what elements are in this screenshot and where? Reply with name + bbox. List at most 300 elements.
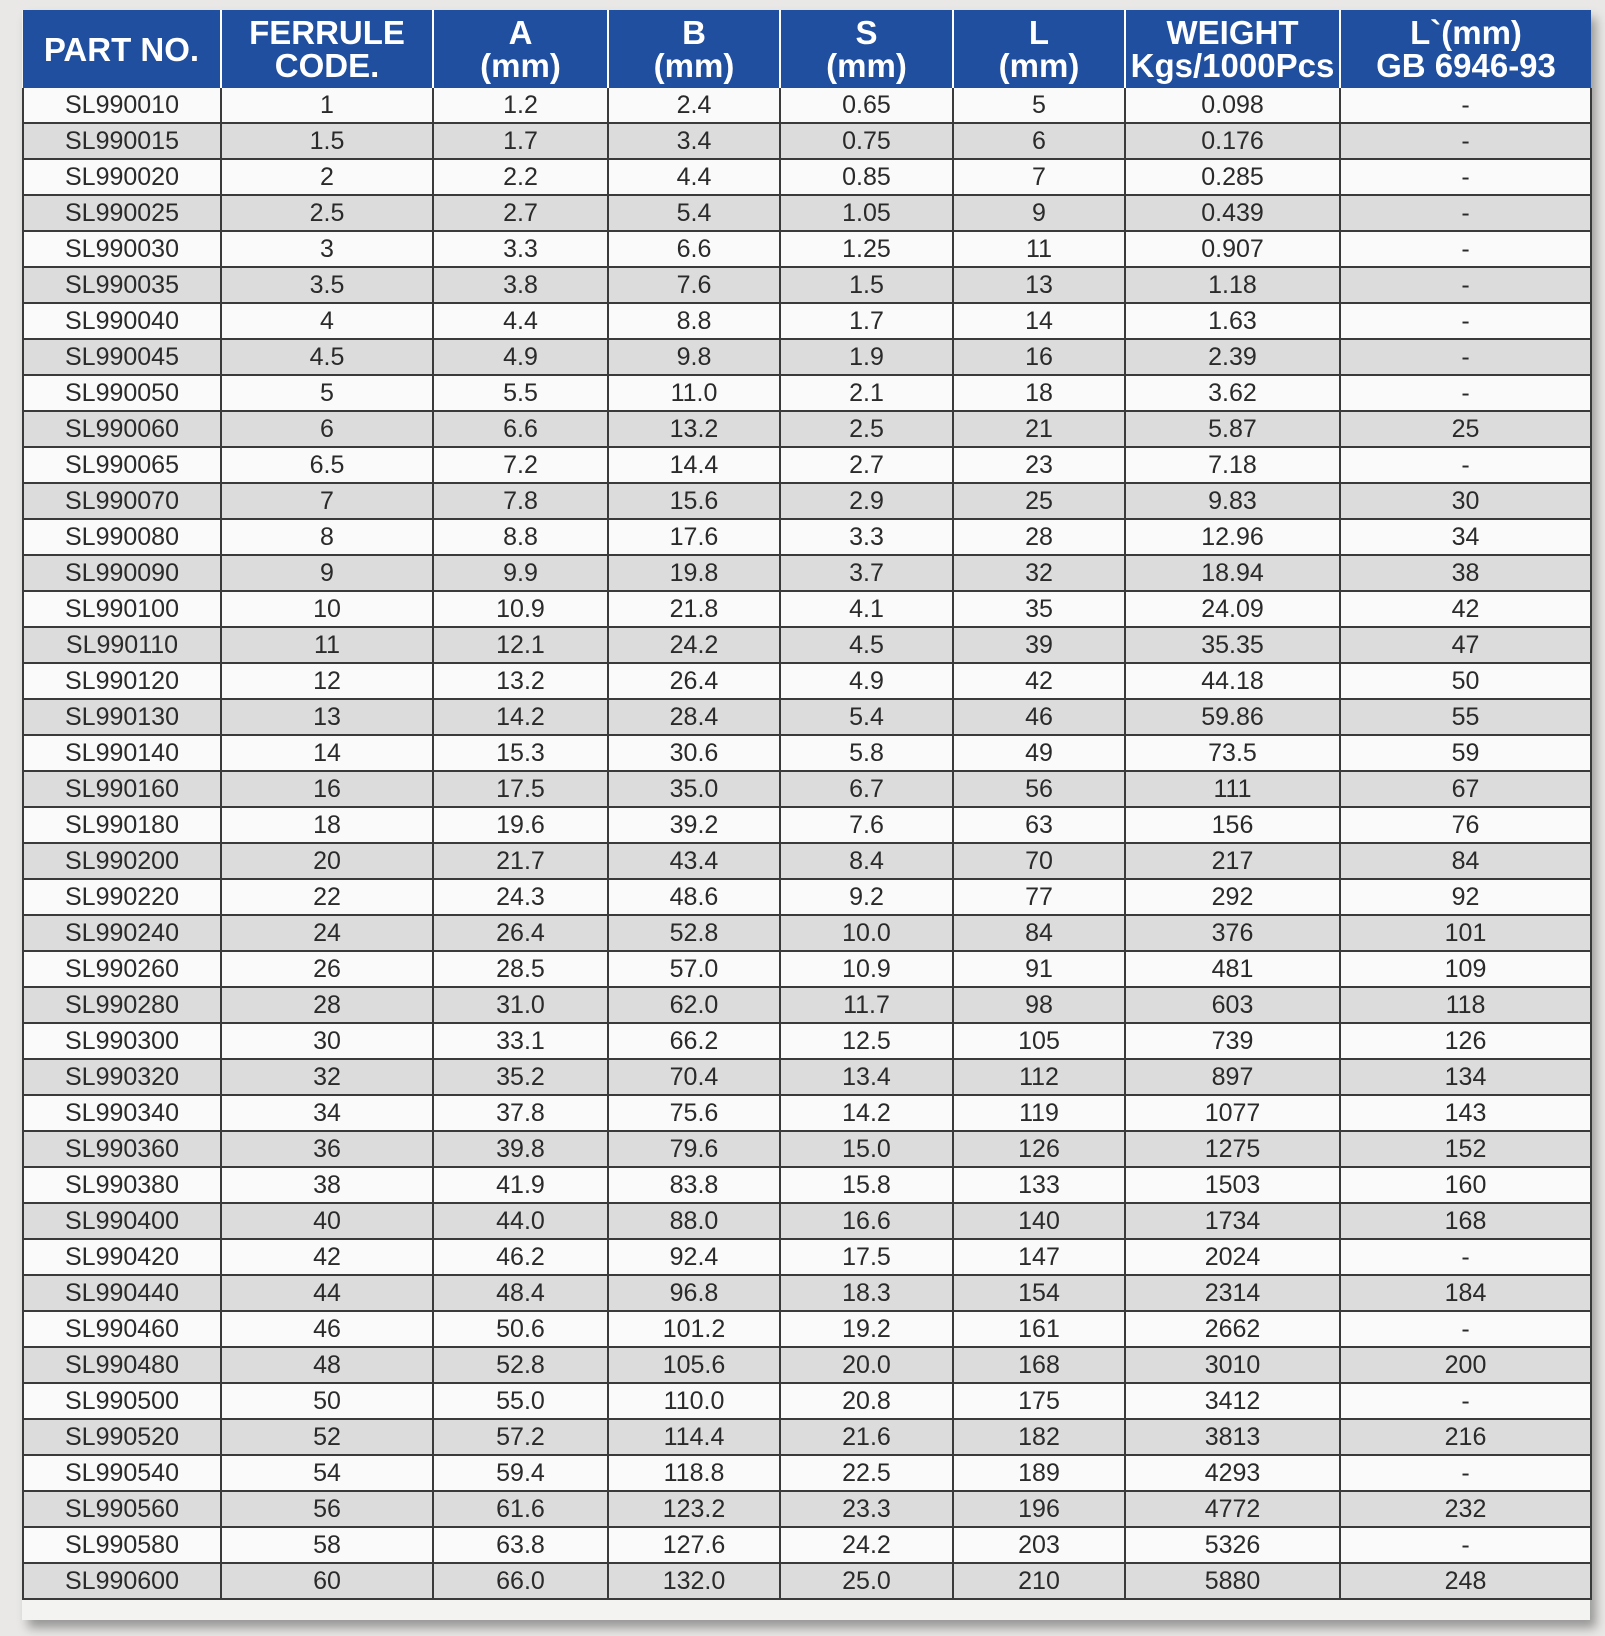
ferrule-code-cell: 1.5 [221,123,433,159]
table-row [23,1095,1591,1131]
l-cell: 84 [953,915,1125,951]
part-no-cell: SL990100 [23,591,221,627]
ferrule-code-cell: 50 [221,1383,433,1419]
l-prime-cell: 55 [1340,699,1591,735]
part-no-cell: SL990045 [23,339,221,375]
s-cell: 4.9 [780,663,953,699]
s-cell: 15.8 [780,1167,953,1203]
table-row [23,1023,1591,1059]
b-cell: 62.0 [608,987,780,1023]
table-row [23,1563,1591,1599]
weight-cell: 2314 [1125,1275,1340,1311]
weight-cell: 292 [1125,879,1340,915]
part-no-cell: SL990070 [23,483,221,519]
l-cell: 189 [953,1455,1125,1491]
table-row [23,843,1591,879]
b-cell: 123.2 [608,1491,780,1527]
s-cell: 5.8 [780,735,953,771]
l-prime-cell: - [1340,195,1591,231]
ferrule-code-cell: 52 [221,1419,433,1455]
part-no-cell: SL990560 [23,1491,221,1527]
part-no-cell: SL990580 [23,1527,221,1563]
weight-cell: 1077 [1125,1095,1340,1131]
l-cell: 11 [953,231,1125,267]
l-cell: 23 [953,447,1125,483]
l-cell: 46 [953,699,1125,735]
a-cell: 55.0 [433,1383,608,1419]
weight-cell: 111 [1125,771,1340,807]
s-cell: 5.4 [780,699,953,735]
ferrule-code-cell: 24 [221,915,433,951]
s-cell: 0.75 [780,123,953,159]
a-cell: 28.5 [433,951,608,987]
s-cell: 18.3 [780,1275,953,1311]
ferrule-code-cell: 13 [221,699,433,735]
weight-cell: 0.098 [1125,88,1340,123]
s-cell: 21.6 [780,1419,953,1455]
l-cell: 126 [953,1131,1125,1167]
l-prime-cell: 143 [1340,1095,1591,1131]
part-no-cell: SL990180 [23,807,221,843]
l-prime-cell: 34 [1340,519,1591,555]
b-cell: 70.4 [608,1059,780,1095]
ferrule-code-cell: 12 [221,663,433,699]
l-prime-cell: 59 [1340,735,1591,771]
table-row [23,159,1591,195]
l-cell: 154 [953,1275,1125,1311]
l-prime-cell: - [1340,267,1591,303]
l-cell: 63 [953,807,1125,843]
a-cell: 48.4 [433,1275,608,1311]
table-row [23,123,1591,159]
b-cell: 14.4 [608,447,780,483]
l-prime-cell: 134 [1340,1059,1591,1095]
weight-cell: 12.96 [1125,519,1340,555]
a-cell: 57.2 [433,1419,608,1455]
s-cell: 17.5 [780,1239,953,1275]
a-cell: 19.6 [433,807,608,843]
s-cell: 3.3 [780,519,953,555]
weight-cell: 2.39 [1125,339,1340,375]
table-row [23,447,1591,483]
part-no-cell: SL990520 [23,1419,221,1455]
ferrule-code-cell: 54 [221,1455,433,1491]
s-cell: 1.25 [780,231,953,267]
weight-cell: 44.18 [1125,663,1340,699]
l-prime-cell: - [1340,1239,1591,1275]
ferrule-code-cell: 26 [221,951,433,987]
b-cell: 6.6 [608,231,780,267]
ferrule-code-cell: 44 [221,1275,433,1311]
weight-cell: 3813 [1125,1419,1340,1455]
b-cell: 52.8 [608,915,780,951]
b-cell: 118.8 [608,1455,780,1491]
table-row [23,1239,1591,1275]
l-prime-cell: 216 [1340,1419,1591,1455]
weight-cell: 5.87 [1125,411,1340,447]
part-no-cell: SL990260 [23,951,221,987]
b-cell: 96.8 [608,1275,780,1311]
b-cell: 8.8 [608,303,780,339]
table-row [23,1347,1591,1383]
l-prime-cell: 232 [1340,1491,1591,1527]
s-cell: 0.85 [780,159,953,195]
l-prime-cell: - [1340,1383,1591,1419]
weight-cell: 0.176 [1125,123,1340,159]
s-cell: 20.0 [780,1347,953,1383]
ferrule-code-cell: 18 [221,807,433,843]
part-no-cell: SL990540 [23,1455,221,1491]
part-no-cell: SL990160 [23,771,221,807]
table-row [23,1383,1591,1419]
a-cell: 52.8 [433,1347,608,1383]
ferrule-code-cell: 3 [221,231,433,267]
b-cell: 66.2 [608,1023,780,1059]
s-cell: 2.1 [780,375,953,411]
weight-cell: 156 [1125,807,1340,843]
part-no-cell: SL990300 [23,1023,221,1059]
a-cell: 41.9 [433,1167,608,1203]
a-cell: 6.6 [433,411,608,447]
l-cell: 182 [953,1419,1125,1455]
part-no-cell: SL990400 [23,1203,221,1239]
table-row [23,807,1591,843]
ferrule-code-cell: 2 [221,159,433,195]
weight-cell: 3.62 [1125,375,1340,411]
s-cell: 9.2 [780,879,953,915]
l-prime-cell: - [1340,303,1591,339]
part-no-cell: SL990040 [23,303,221,339]
weight-cell: 3010 [1125,1347,1340,1383]
weight-cell: 1275 [1125,1131,1340,1167]
l-prime-cell: - [1340,1455,1591,1491]
a-cell: 59.4 [433,1455,608,1491]
b-cell: 7.6 [608,267,780,303]
l-prime-cell: 126 [1340,1023,1591,1059]
l-cell: 7 [953,159,1125,195]
table-row [23,1455,1591,1491]
a-cell: 33.1 [433,1023,608,1059]
weight-cell: 0.439 [1125,195,1340,231]
part-no-cell: SL990090 [23,555,221,591]
weight-cell: 0.285 [1125,159,1340,195]
a-cell: 2.7 [433,195,608,231]
ferrule-code-cell: 60 [221,1563,433,1599]
header-row [23,10,1591,88]
part-no-cell: SL990440 [23,1275,221,1311]
ferrule-code-cell: 30 [221,1023,433,1059]
table-row [23,519,1591,555]
l-prime-cell: 109 [1340,951,1591,987]
part-no-cell: SL990020 [23,159,221,195]
table-body [23,88,1591,1599]
b-cell: 105.6 [608,1347,780,1383]
a-cell: 46.2 [433,1239,608,1275]
weight-cell: 217 [1125,843,1340,879]
b-cell: 26.4 [608,663,780,699]
part-no-cell: SL990480 [23,1347,221,1383]
part-no-cell: SL990120 [23,663,221,699]
ferrule-code-cell: 40 [221,1203,433,1239]
l-cell: 168 [953,1347,1125,1383]
a-cell: 7.2 [433,447,608,483]
part-no-cell: SL990420 [23,1239,221,1275]
weight-cell: 2024 [1125,1239,1340,1275]
table-row [23,555,1591,591]
part-no-cell: SL990035 [23,267,221,303]
ferrule-code-cell: 56 [221,1491,433,1527]
l-cell: 28 [953,519,1125,555]
b-cell: 28.4 [608,699,780,735]
s-cell: 2.7 [780,447,953,483]
a-cell: 8.8 [433,519,608,555]
s-cell: 13.4 [780,1059,953,1095]
ferrule-code-cell: 36 [221,1131,433,1167]
part-no-cell: SL990140 [23,735,221,771]
table-row [23,1167,1591,1203]
b-cell: 4.4 [608,159,780,195]
l-prime-cell: 118 [1340,987,1591,1023]
table-row [23,411,1591,447]
l-cell: 6 [953,123,1125,159]
l-prime-cell: 101 [1340,915,1591,951]
s-cell: 2.5 [780,411,953,447]
l-cell: 49 [953,735,1125,771]
a-cell: 10.9 [433,591,608,627]
weight-cell: 1.18 [1125,267,1340,303]
l-prime-cell: - [1340,159,1591,195]
l-cell: 21 [953,411,1125,447]
s-cell: 10.0 [780,915,953,951]
l-prime-cell: 30 [1340,483,1591,519]
b-cell: 35.0 [608,771,780,807]
l-prime-cell: 76 [1340,807,1591,843]
b-cell: 15.6 [608,483,780,519]
b-cell: 2.4 [608,88,780,123]
s-cell: 0.65 [780,88,953,123]
ferrule-code-cell: 2.5 [221,195,433,231]
a-cell: 35.2 [433,1059,608,1095]
b-cell: 3.4 [608,123,780,159]
l-cell: 16 [953,339,1125,375]
ferrule-code-cell: 8 [221,519,433,555]
ferrule-code-cell: 10 [221,591,433,627]
table-row [23,1491,1591,1527]
ferrule-code-cell: 7 [221,483,433,519]
s-cell: 7.6 [780,807,953,843]
l-cell: 91 [953,951,1125,987]
b-cell: 114.4 [608,1419,780,1455]
l-cell: 133 [953,1167,1125,1203]
table-row [23,1131,1591,1167]
table-row [23,627,1591,663]
part-no-cell: SL990050 [23,375,221,411]
b-cell: 43.4 [608,843,780,879]
part-no-cell: SL990015 [23,123,221,159]
s-cell: 20.8 [780,1383,953,1419]
a-cell: 3.8 [433,267,608,303]
l-prime-cell: - [1340,231,1591,267]
s-cell: 2.9 [780,483,953,519]
l-prime-cell: 184 [1340,1275,1591,1311]
l-prime-cell: 42 [1340,591,1591,627]
s-cell: 11.7 [780,987,953,1023]
a-cell: 4.9 [433,339,608,375]
ferrule-code-cell: 3.5 [221,267,433,303]
table-row [23,1275,1591,1311]
l-cell: 105 [953,1023,1125,1059]
a-cell: 12.1 [433,627,608,663]
weight-cell: 5326 [1125,1527,1340,1563]
weight-cell: 4772 [1125,1491,1340,1527]
l-prime-cell: 25 [1340,411,1591,447]
b-cell: 21.8 [608,591,780,627]
table-row [23,915,1591,951]
s-cell: 12.5 [780,1023,953,1059]
table-row [23,267,1591,303]
table-row [23,1419,1591,1455]
weight-cell: 2662 [1125,1311,1340,1347]
a-cell: 4.4 [433,303,608,339]
weight-cell: 376 [1125,915,1340,951]
a-cell: 7.8 [433,483,608,519]
l-cell: 210 [953,1563,1125,1599]
weight-cell: 24.09 [1125,591,1340,627]
table-row [23,1527,1591,1563]
table-row [23,231,1591,267]
part-no-cell: SL990130 [23,699,221,735]
part-no-cell: SL990240 [23,915,221,951]
b-cell: 83.8 [608,1167,780,1203]
a-cell: 3.3 [433,231,608,267]
l-cell: 175 [953,1383,1125,1419]
l-cell: 9 [953,195,1125,231]
l-cell: 203 [953,1527,1125,1563]
b-cell: 39.2 [608,807,780,843]
b-cell: 9.8 [608,339,780,375]
a-cell: 5.5 [433,375,608,411]
part-no-cell: SL990060 [23,411,221,447]
a-cell: 39.8 [433,1131,608,1167]
l-prime-cell: 248 [1340,1563,1591,1599]
l-prime-cell: - [1340,1311,1591,1347]
ferrule-code-cell: 32 [221,1059,433,1095]
ferrule-code-cell: 42 [221,1239,433,1275]
l-cell: 70 [953,843,1125,879]
part-no-cell: SL990600 [23,1563,221,1599]
b-cell: 11.0 [608,375,780,411]
table-row [23,88,1591,123]
ferrule-code-cell: 1 [221,88,433,123]
b-cell: 79.6 [608,1131,780,1167]
part-no-cell: SL990200 [23,843,221,879]
a-cell: 50.6 [433,1311,608,1347]
weight-cell: 35.35 [1125,627,1340,663]
table-row [23,951,1591,987]
b-cell: 127.6 [608,1527,780,1563]
weight-cell: 603 [1125,987,1340,1023]
a-cell: 63.8 [433,1527,608,1563]
a-cell: 1.2 [433,88,608,123]
weight-cell: 739 [1125,1023,1340,1059]
weight-cell: 1734 [1125,1203,1340,1239]
l-prime-cell: 168 [1340,1203,1591,1239]
l-cell: 13 [953,267,1125,303]
weight-cell: 59.86 [1125,699,1340,735]
l-prime-cell: 67 [1340,771,1591,807]
l-cell: 112 [953,1059,1125,1095]
part-no-cell: SL990065 [23,447,221,483]
header-l-prime: L`(mm) GB 6946-93 [1340,10,1591,88]
ferrule-code-cell: 16 [221,771,433,807]
b-cell: 13.2 [608,411,780,447]
ferrule-code-cell: 48 [221,1347,433,1383]
part-no-cell: SL990380 [23,1167,221,1203]
a-cell: 1.7 [433,123,608,159]
s-cell: 24.2 [780,1527,953,1563]
s-cell: 1.9 [780,339,953,375]
table-row [23,1311,1591,1347]
ferrule-code-cell: 9 [221,555,433,591]
weight-cell: 7.18 [1125,447,1340,483]
l-cell: 5 [953,88,1125,123]
b-cell: 88.0 [608,1203,780,1239]
l-cell: 119 [953,1095,1125,1131]
part-no-cell: SL990110 [23,627,221,663]
header-part-no: PART NO. [23,10,221,88]
l-prime-cell: 152 [1340,1131,1591,1167]
l-prime-cell: 47 [1340,627,1591,663]
l-cell: 25 [953,483,1125,519]
l-cell: 42 [953,663,1125,699]
a-cell: 21.7 [433,843,608,879]
l-prime-cell: - [1340,123,1591,159]
table-row [23,339,1591,375]
part-no-cell: SL990500 [23,1383,221,1419]
weight-cell: 1503 [1125,1167,1340,1203]
ferrule-code-cell: 4 [221,303,433,339]
a-cell: 9.9 [433,555,608,591]
s-cell: 3.7 [780,555,953,591]
a-cell: 37.8 [433,1095,608,1131]
l-cell: 77 [953,879,1125,915]
l-cell: 18 [953,375,1125,411]
weight-cell: 5880 [1125,1563,1340,1599]
weight-cell: 897 [1125,1059,1340,1095]
s-cell: 1.5 [780,267,953,303]
a-cell: 15.3 [433,735,608,771]
l-cell: 14 [953,303,1125,339]
l-prime-cell: 84 [1340,843,1591,879]
weight-cell: 9.83 [1125,483,1340,519]
header-ferrule-code: FERRULE CODE. [221,10,433,88]
l-prime-cell: 38 [1340,555,1591,591]
a-cell: 61.6 [433,1491,608,1527]
l-cell: 39 [953,627,1125,663]
part-no-cell: SL990460 [23,1311,221,1347]
a-cell: 31.0 [433,987,608,1023]
part-no-cell: SL990030 [23,231,221,267]
part-no-cell: SL990010 [23,88,221,123]
weight-cell: 73.5 [1125,735,1340,771]
table-row [23,1203,1591,1239]
header-a: A (mm) [433,10,608,88]
part-no-cell: SL990280 [23,987,221,1023]
weight-cell: 3412 [1125,1383,1340,1419]
b-cell: 75.6 [608,1095,780,1131]
s-cell: 15.0 [780,1131,953,1167]
part-no-cell: SL990025 [23,195,221,231]
